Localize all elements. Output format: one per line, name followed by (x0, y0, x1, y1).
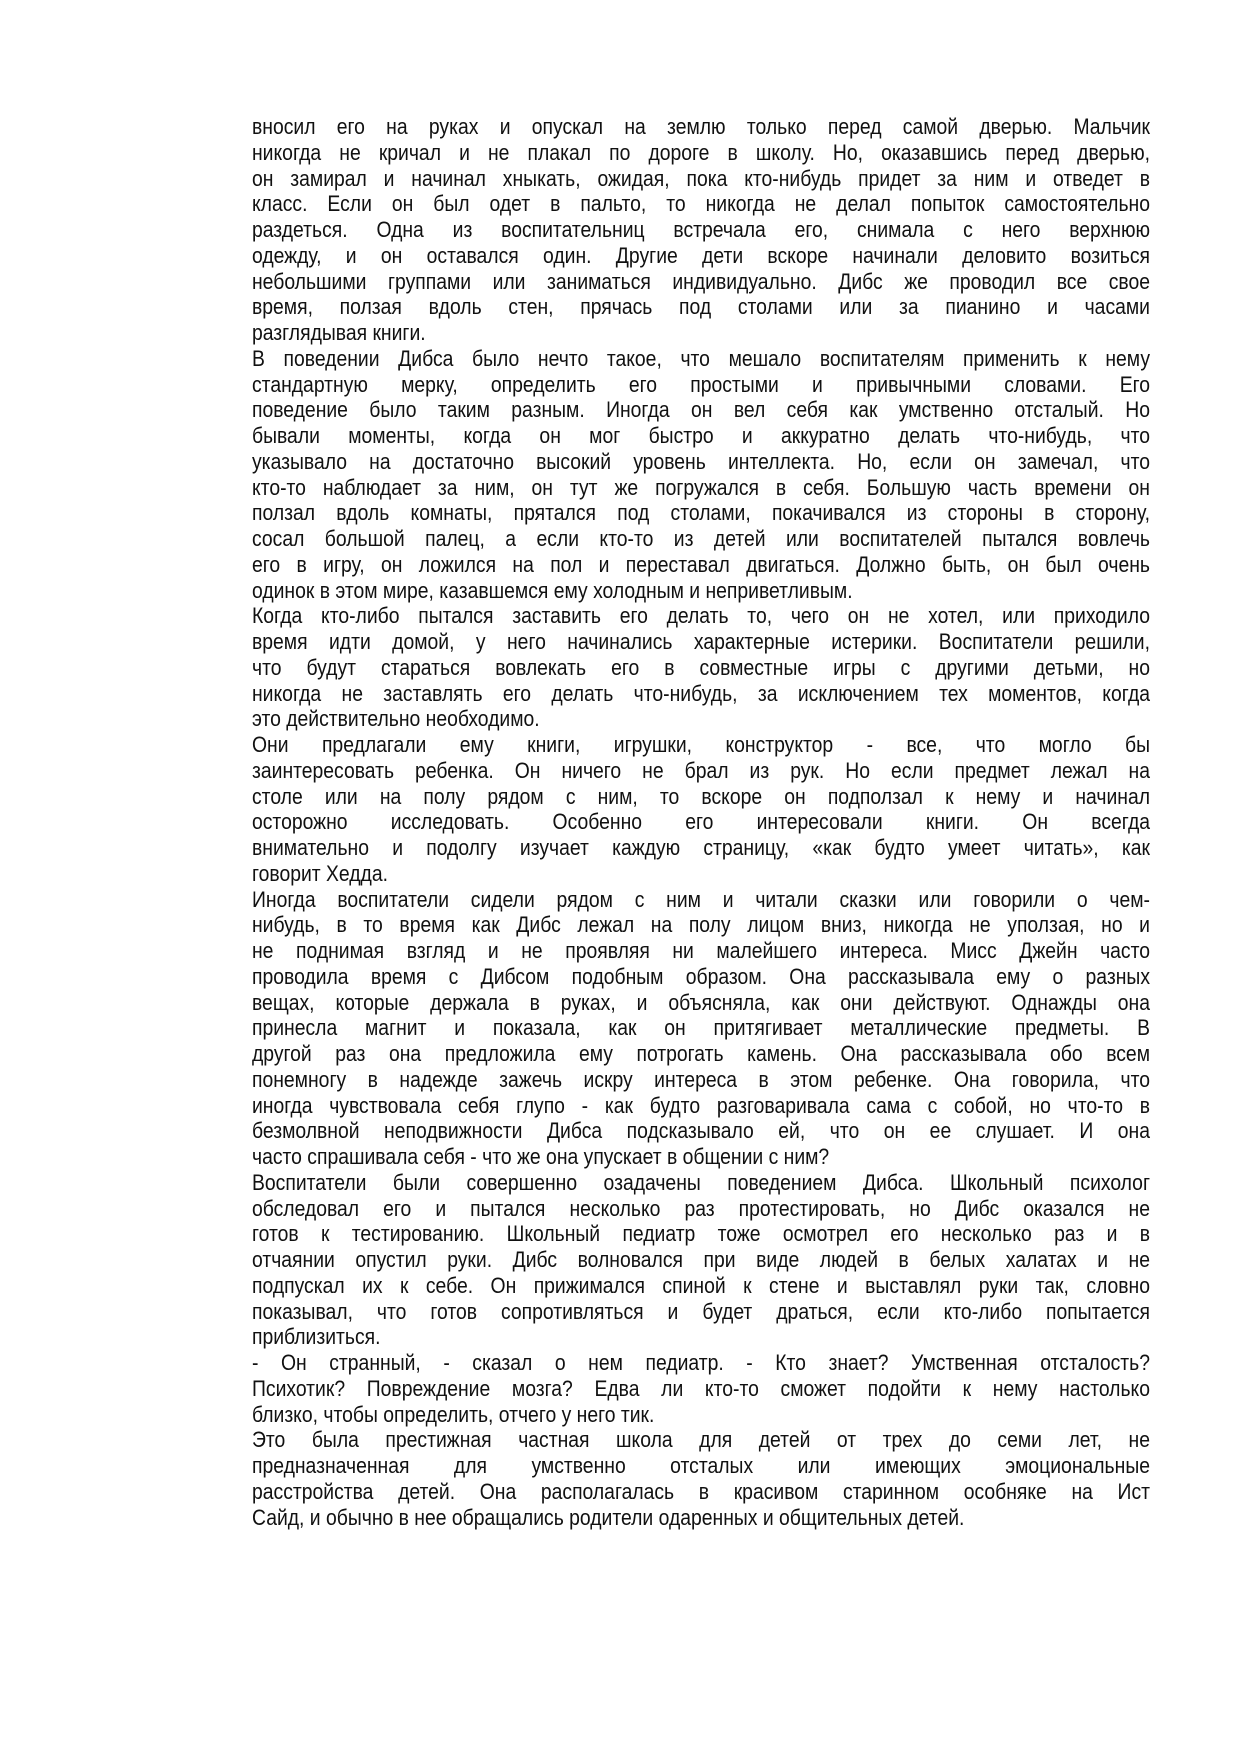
text-line (252, 1402, 1150, 1428)
paragraph (252, 603, 1150, 732)
text-line-content: внимательно и подолгу изучает каждую страницу, «как будто умеет читать», как (252, 835, 1151, 860)
text-line (252, 578, 1150, 604)
text-line-content: - Он странный, - сказал о нем педиатр. - Кто знает? Умственная отсталость? (252, 1350, 1151, 1375)
text-line-content: безмолвной неподвижности Дибса подсказывало ей, что он ее слушает. И она (252, 1118, 1151, 1144)
text-line-content: понемногу в надежде зажечь искру интереса в этом ребенке. Она говорила, что (252, 1066, 1151, 1092)
text-line (252, 243, 1150, 269)
text-line (252, 1505, 1150, 1531)
text-line-content: одинок в этом мире, казавшемся ему холодным и неприветливым. (252, 577, 853, 603)
text-line-content: указывало на достаточно высокий уровень интеллекта. Но, если он замечал, что (252, 448, 1151, 474)
text-line-content: отчаянии опустил руки. Дибс волновался при виде людей в белых халатах и не (252, 1247, 1151, 1272)
text-line (252, 1118, 1150, 1144)
text-line (252, 655, 1150, 681)
text-line (252, 964, 1150, 990)
text-line (252, 552, 1150, 578)
text-line-content: проводила время с Дибсом подобным образом. Она рассказывала ему о разных (252, 963, 1151, 989)
text-line-content: обследовал его и пытался несколько раз протестировать, но Дибс оказался не (252, 1195, 1151, 1221)
text-line (252, 475, 1150, 501)
text-line-content: близко, чтобы определить, отчего у него тик. (252, 1401, 655, 1427)
text-line-content: Иногда воспитатели сидели рядом с ним и читали сказки или говорили о чем- (252, 886, 1151, 912)
text-line (252, 912, 1150, 938)
text-line-content: ползал вдоль комнаты, прятался под столами, покачивался из стороны в сторону, (252, 500, 1151, 526)
text-line (252, 1170, 1150, 1196)
text-line-content: часто спрашивала себя - что же она упускает в общении с ним? (252, 1144, 830, 1169)
text-line (252, 603, 1150, 629)
text-line-content: Психотик? Повреждение мозга? Едва ли кто-то сможет подойти к нему настолько (252, 1375, 1151, 1401)
text-line (252, 809, 1150, 835)
text-line-content: приблизиться. (252, 1324, 381, 1350)
text-line (252, 758, 1150, 784)
text-line-content: принесла магнит и показала, как он притягивает металлические предметы. В (252, 1015, 1151, 1041)
text-line (252, 1196, 1150, 1222)
text-line-content: показывал, что готов сопротивляться и будет драться, если кто-либо попытается (252, 1298, 1151, 1324)
paragraph (252, 1427, 1150, 1530)
text-line (252, 1221, 1150, 1247)
text-line-content: подпускал их к себе. Он прижимался спиной к стене и выставлял руки так, словно (252, 1272, 1151, 1298)
text-line (252, 1041, 1150, 1067)
text-line-content: время идти домой, у него начинались характерные истерики. Воспитатели решили, (252, 629, 1151, 654)
text-line (252, 166, 1150, 192)
text-line (252, 346, 1150, 372)
text-line-content: никогда не заставлять его делать что-нибудь, за исключением тех моментов, когда (252, 680, 1151, 706)
text-line (252, 294, 1150, 320)
text-line (252, 1479, 1150, 1505)
text-line (252, 191, 1150, 217)
text-line-content: кто-то наблюдает за ним, он тут же погружался в себя. Большую часть времени он (252, 474, 1151, 500)
text-line (252, 938, 1150, 964)
text-line-content: расстройства детей. Она располагалась в красивом старинном особняке на Ист (252, 1478, 1151, 1504)
text-line (252, 397, 1150, 423)
paragraph (252, 346, 1150, 604)
text-line-content: стандартную мерку, определить его простыми и привычными словами. Его (252, 371, 1151, 397)
text-line-content: небольшими группами или заниматься индивидуально. Дибс же проводил все свое (252, 268, 1151, 294)
text-line (252, 1376, 1150, 1402)
text-line (252, 1453, 1150, 1479)
paragraph (252, 887, 1150, 1170)
text-line-content: никогда не кричал и не плакал по дороге в школу. Но, оказавшись перед дверью, (252, 139, 1151, 165)
text-line-content: он замирал и начинал хныкать, ожидая, пока кто-нибудь придет за ним и отведет в (252, 165, 1151, 191)
text-line (252, 423, 1150, 449)
text-line (252, 449, 1150, 475)
text-line-content: говорит Хедда. (252, 860, 389, 886)
text-line (252, 629, 1150, 655)
text-line-content: Когда кто-либо пытался заставить его делать то, чего он не хотел, или приходило (252, 603, 1151, 629)
text-line (252, 500, 1150, 526)
text-line-content: Это была престижная частная школа для детей от трех до семи лет, не (252, 1427, 1151, 1453)
text-line (252, 372, 1150, 398)
paragraph (252, 1350, 1150, 1427)
text-line-content: Сайд, и обычно в нее обращались родители одаренных и общительных детей. (252, 1504, 965, 1530)
text-line-content: класс. Если он был одет в пальто, то никогда не делал попыток самостоятельно (252, 191, 1151, 217)
text-line-content: предназначенная для умственно отсталых или имеющих эмоциональные (252, 1453, 1151, 1478)
text-line (252, 732, 1150, 758)
text-line (252, 1015, 1150, 1041)
text-line-content: иногда чувствовала себя глупо - как будто разговаривала сама с собой, но что-то в (252, 1092, 1150, 1118)
text-line-content: что будут стараться вовлекать его в совместные игры с другими детьми, но (252, 654, 1151, 680)
text-line-content: не поднимая взгляд и не проявляя ни малейшего интереса. Мисс Джейн часто (252, 938, 1151, 963)
text-line-content: вещах, которые держала в руках, и объясняла, как они действуют. Однажды она (252, 989, 1150, 1015)
text-line-content: его в игру, он ложился на пол и переставал двигаться. Должно быть, он был очень (252, 551, 1151, 577)
text-line-content: Воспитатели были совершенно озадачены поведением Дибса. Школьный психолог (252, 1169, 1151, 1195)
text-line (252, 269, 1150, 295)
text-line (252, 681, 1150, 707)
text-line-content: бывали моменты, когда он мог быстро и аккуратно делать что-нибудь, что (252, 423, 1151, 448)
paragraph (252, 114, 1150, 346)
text-line-content: Они предлагали ему книги, игрушки, конструктор - все, что могло бы (252, 732, 1151, 757)
text-line (252, 526, 1150, 552)
text-line (252, 835, 1150, 861)
text-line (252, 1350, 1150, 1376)
text-line-content: другой раз она предложила ему потрогать камень. Она рассказывала обо всем (252, 1041, 1151, 1066)
text-line (252, 140, 1150, 166)
text-line-content: вносил его на руках и опускал на землю только перед самой дверью. Мальчик (252, 114, 1151, 139)
text-line-content: осторожно исследовать. Особенно его интересовали книги. Он всегда (252, 809, 1151, 835)
text-line-content: одежду, и он оставался один. Другие дети вскоре начинали деловито возиться (252, 242, 1151, 268)
text-line-content: время, ползая вдоль стен, прячась под столами или за пианино и часами (252, 294, 1150, 320)
text-line (252, 1273, 1150, 1299)
text-line (252, 706, 1150, 732)
text-line (252, 1299, 1150, 1325)
body-text (252, 114, 1150, 1530)
text-line (252, 861, 1150, 887)
text-line-content: нибудь, в то время как Дибс лежал на полу лицом вниз, никогда не уползая, но и (252, 912, 1151, 938)
text-line-content: поведение было таким разным. Иногда он вел себя как умственно отсталый. Но (252, 397, 1151, 423)
text-line-content: раздеться. Одна из воспитательниц встречала его, снимала с него верхнюю (252, 217, 1151, 242)
text-line (252, 990, 1150, 1016)
text-line-content: сосал большой палец, а если кто-то из детей или воспитателей пытался вовлечь (252, 526, 1150, 551)
text-line-content: столе или на полу рядом с ним, то вскоре он подползал к нему и начинал (252, 783, 1151, 809)
text-line-content: разглядывая книги. (252, 320, 426, 345)
text-line-content: готов к тестированию. Школьный педиатр тоже осмотрел его несколько раз и в (252, 1221, 1151, 1247)
text-line (252, 1427, 1150, 1453)
text-line (252, 1093, 1150, 1119)
text-line (252, 784, 1150, 810)
text-line-content: заинтересовать ребенка. Он ничего не брал из рук. Но если предмет лежал на (252, 757, 1151, 783)
text-line (252, 320, 1150, 346)
text-line (252, 1144, 1150, 1170)
text-line-content: В поведении Дибса было нечто такое, что мешало воспитателям применить к нему (252, 345, 1150, 371)
text-line (252, 1247, 1150, 1273)
paragraph (252, 732, 1150, 887)
text-line (252, 887, 1150, 913)
text-line (252, 114, 1150, 140)
text-line (252, 1324, 1150, 1350)
paragraph (252, 1170, 1150, 1350)
text-line (252, 1067, 1150, 1093)
text-line-content: это действительно необходимо. (252, 706, 540, 732)
text-line (252, 217, 1150, 243)
